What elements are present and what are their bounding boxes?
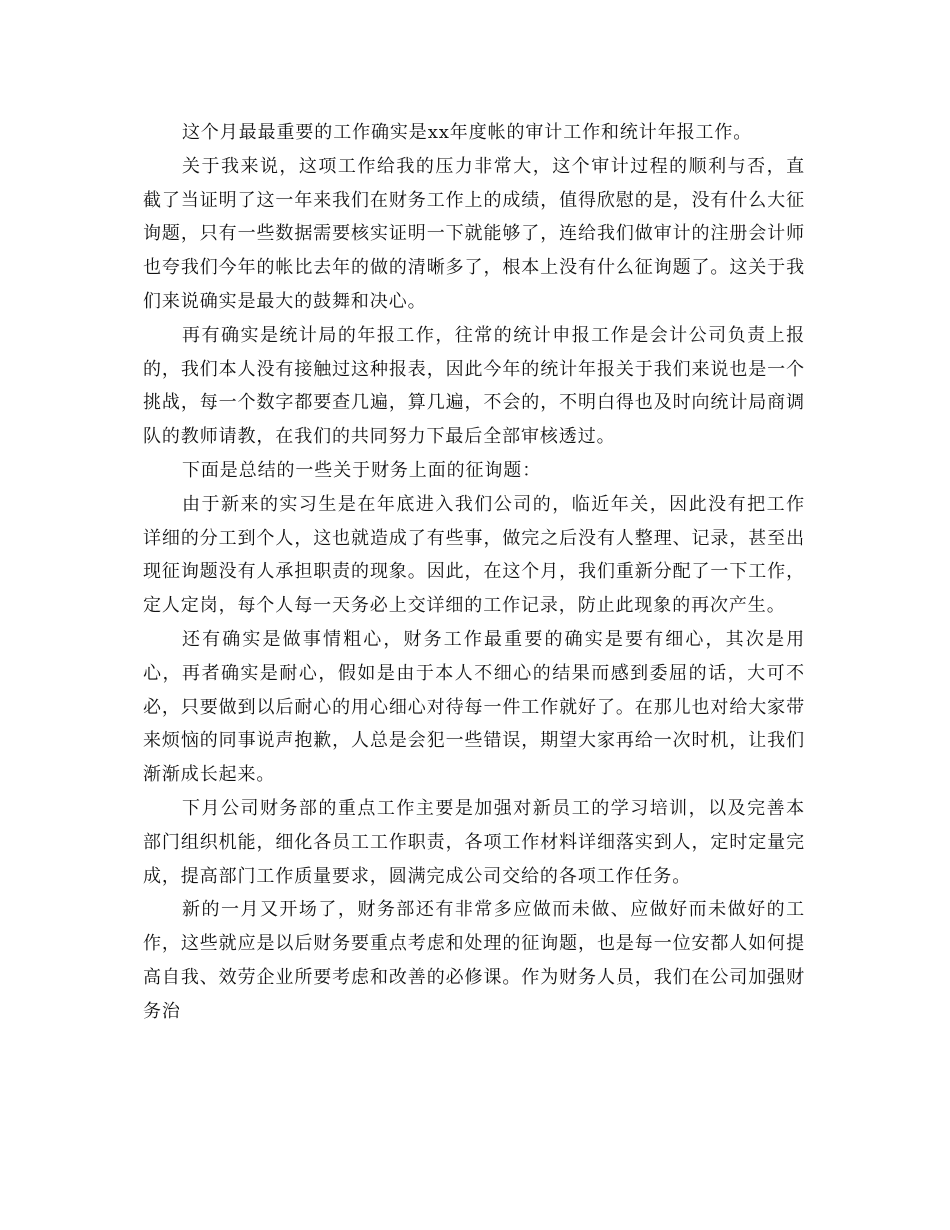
paragraph-audit-intro: 这个月最最重要的工作确实是xx年度帐的审计工作和统计年报工作。 <box>182 122 753 143</box>
paragraph-statistics-report: 再有确实是统计局的年报工作，往常的统计申报工作是会计公司负责上报的，我们本人没有接触过这种报表，因此今年的统计年报关于我们来说也是一个挑战，每一个数字都要查几遍，算几遍，不会的，不明白得也及时向统计局商调队的教师请教，在我们的共同努力下最后全部审核透过。 <box>143 324 805 448</box>
paragraph-next-month-plan: 下月公司财务部的重点工作主要是加强对新员工的学习培训，以及完善本部门组织机能，细化各员工工作职责，各项工作材料详细落实到人，定时定量完成，提高部门工作质量要求，圆满完成公司交给的各项工作任务。 <box>143 797 805 887</box>
paragraph-intern-division: 由于新来的实习生是在年底进入我们公司的，临近年关，因此没有把工作详细的分工到个人，这也就造成了有些事，做完之后没有人整理、记录，甚至出现征询题没有人承担职责的现象。因此，在这个月，我们重新分配了一下工作，定人定岗，每个人每一天务必上交详细的工作记录，防止此现象的再次产生。 <box>143 493 805 617</box>
document-body <box>143 116 805 1029</box>
paragraph-carelessness: 还有确实是做事情粗心，财务工作最重要的确实是要有细心，其次是用心，再者确实是耐心，假如是由于本人不细心的结果而感到委屈的话，大可不必，只要做到以后耐心的用心细心对待每一件工作就好了。在那儿也对给大家带来烦恼的同事说声抱歉，人总是会犯一些错误，期望大家再给一次时机，让我们渐渐成长起来。 <box>143 628 805 786</box>
paragraph-audit-pressure: 关于我来说，这项工作给我的压力非常大，这个审计过程的顺利与否，直截了当证明了这一年来我们在财务工作上的成绩，值得欣慰的是，没有什么大征询题，只有一些数据需要核实证明一下就能够了，连给我们做审计的注册会计师也夸我们今年的帐比去年的做的清晰多了，根本上没有什么征询题了。这关于我们来说确实是最大的鼓舞和决心。 <box>143 155 805 312</box>
paragraph-issues-heading: 下面是总结的一些关于财务上面的征询题： <box>182 459 542 481</box>
paragraph-new-month: 新的一月又开场了，财务部还有非常多应做而未做、应做好而未做好的工作，这些就应是以后财务要重点考虑和处理的征询题，也是每一位安都人如何提高自我、效劳企业所要考虑和改善的必修课。作为财务人员，我们在公司加强财务治 <box>143 899 805 1022</box>
